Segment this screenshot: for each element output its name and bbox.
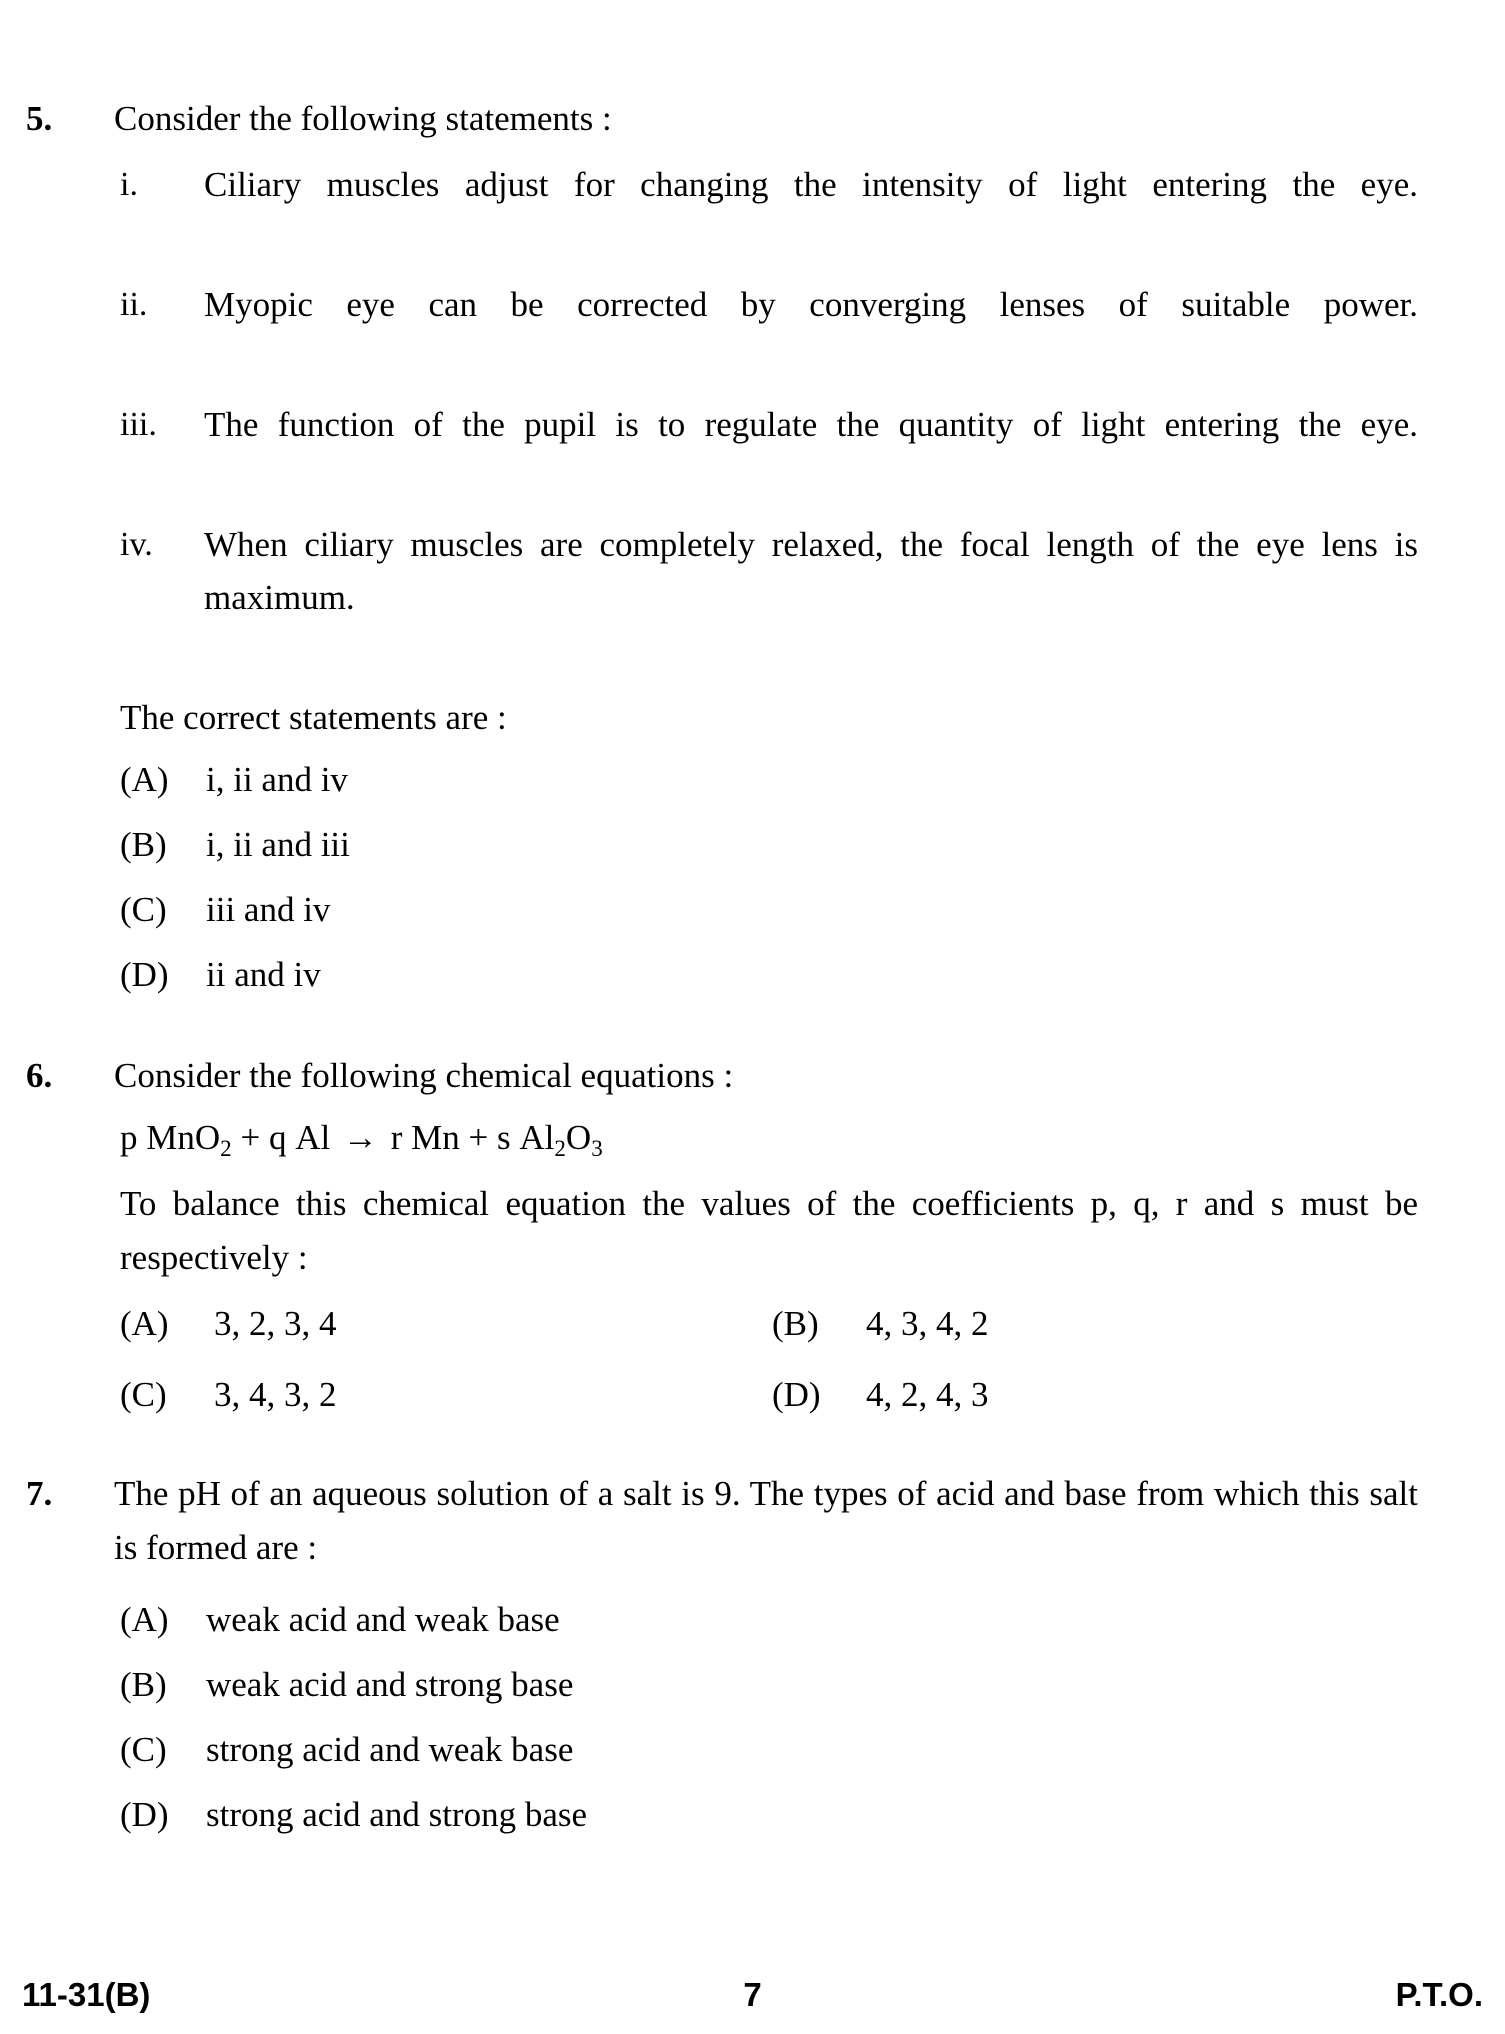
question-5-lead-in: The correct statements are : — [120, 698, 507, 737]
page-content — [18, 92, 1418, 1853]
option-text: i, ii and iii — [206, 825, 350, 864]
question-5-stem: Consider the following statements : — [114, 99, 612, 138]
option-text: weak acid and weak base — [206, 1600, 560, 1639]
question-7-body — [114, 1467, 1418, 1853]
eq-product-mn: Mn — [411, 1118, 460, 1157]
statement-text: The function of the pupil is to regulate the quantity of light entering the eye. — [204, 405, 1418, 444]
option-label: (A) — [120, 1304, 169, 1343]
page-number: 7 — [743, 1976, 762, 2013]
option-label: (B) — [120, 1665, 167, 1704]
eq-arrow-icon: → — [342, 1118, 378, 1157]
question-5 — [18, 92, 1418, 1013]
statement-marker: iv. — [120, 526, 153, 563]
option-label: (C) — [120, 1730, 167, 1769]
option-text: 4, 3, 4, 2 — [866, 1304, 989, 1343]
option-text: strong acid and weak base — [206, 1730, 574, 1769]
option-text: 4, 2, 4, 3 — [866, 1375, 989, 1414]
eq-reactant-al: Al — [295, 1118, 331, 1157]
eq-sub-o: 3 — [591, 1134, 603, 1161]
option-text: iii and iv — [206, 890, 331, 929]
question-7-options — [114, 1593, 1418, 1841]
eq-coeff-s: s — [496, 1118, 511, 1157]
eq-plus-2: + — [468, 1118, 489, 1157]
option-label: (D) — [120, 955, 169, 994]
question-6-body — [114, 1049, 1418, 1439]
option-label: (C) — [120, 1375, 167, 1414]
question-6 — [18, 1049, 1418, 1439]
question-5-options — [114, 753, 1418, 1001]
eq-sub-mno2: 2 — [220, 1134, 232, 1161]
eq-coeff-r: r — [390, 1118, 403, 1157]
question-7-stem: The pH of an aqueous solution of a salt is 9. The types of acid and base from which this salt is formed are : — [114, 1474, 1418, 1567]
question-5-statements — [114, 158, 1418, 677]
question-spacer — [18, 1013, 1418, 1049]
option-label: (B) — [772, 1304, 819, 1343]
statement-text: When ciliary muscles are completely relaxed, the focal length of the eye lens is maximum. — [204, 525, 1418, 617]
option-label: (D) — [120, 1795, 169, 1834]
option-d[interactable] — [114, 1788, 1418, 1841]
chemical-equation — [114, 1109, 1418, 1167]
option-text: 3, 2, 3, 4 — [214, 1304, 337, 1343]
option-text: 3, 4, 3, 2 — [214, 1375, 337, 1414]
option-label: (C) — [120, 890, 167, 929]
option-text: strong acid and strong base — [206, 1795, 588, 1834]
question-spacer — [18, 1439, 1418, 1467]
question-7-number: 7. — [26, 1474, 53, 1513]
eq-product-al: Al — [519, 1118, 555, 1157]
statement-marker: i. — [120, 166, 138, 203]
eq-plus-1: + — [240, 1118, 261, 1157]
question-6-options — [114, 1297, 1418, 1421]
option-label: (A) — [120, 1600, 169, 1639]
option-label: (B) — [120, 825, 167, 864]
eq-product-o: O — [565, 1118, 592, 1157]
question-6-number: 6. — [26, 1056, 53, 1095]
option-a[interactable] — [114, 1593, 1418, 1646]
eq-coeff-p: p — [120, 1118, 138, 1157]
option-b[interactable] — [114, 818, 1418, 871]
option-b[interactable] — [114, 1658, 1418, 1711]
question-7 — [18, 1467, 1418, 1853]
option-d[interactable] — [766, 1368, 1418, 1421]
page-footer — [0, 1972, 1505, 2018]
option-row — [114, 1368, 1418, 1421]
option-c[interactable] — [114, 1368, 766, 1421]
option-b[interactable] — [766, 1297, 1418, 1350]
question-6-stem: Consider the following chemical equations : — [114, 1056, 734, 1095]
option-row — [114, 1297, 1418, 1350]
eq-reactant-mno2: MnO — [146, 1118, 221, 1157]
option-label: (A) — [120, 760, 169, 799]
turn-over-label: P.T.O. — [1395, 1976, 1483, 2013]
option-d[interactable] — [114, 948, 1418, 1001]
question-5-number: 5. — [26, 99, 53, 138]
statement-item — [114, 518, 1418, 677]
statement-marker: iii. — [120, 406, 157, 443]
option-text: weak acid and strong base — [206, 1665, 574, 1704]
statement-item — [114, 398, 1418, 504]
eq-coeff-q: q — [268, 1118, 287, 1157]
statement-item — [114, 278, 1418, 384]
statement-text: Ciliary muscles adjust for changing the intensity of light entering the eye. — [204, 165, 1418, 204]
statement-marker: ii. — [120, 286, 148, 323]
question-5-body — [114, 92, 1418, 1013]
statement-item — [114, 158, 1418, 264]
option-c[interactable] — [114, 1723, 1418, 1776]
question-6-lead-in: To balance this chemical equation the values of the coefficients p, q, r and s must be respectively : — [120, 1184, 1418, 1277]
option-label: (D) — [772, 1375, 821, 1414]
option-c[interactable] — [114, 883, 1418, 936]
option-a[interactable] — [114, 1297, 766, 1350]
eq-sub-al: 2 — [554, 1134, 566, 1161]
option-text: ii and iv — [206, 955, 321, 994]
option-a[interactable] — [114, 753, 1418, 806]
option-text: i, ii and iv — [206, 760, 348, 799]
statement-text: Myopic eye can be corrected by converging lenses of suitable power. — [204, 285, 1418, 324]
paper-code: 11-31(B) — [22, 1976, 151, 2013]
